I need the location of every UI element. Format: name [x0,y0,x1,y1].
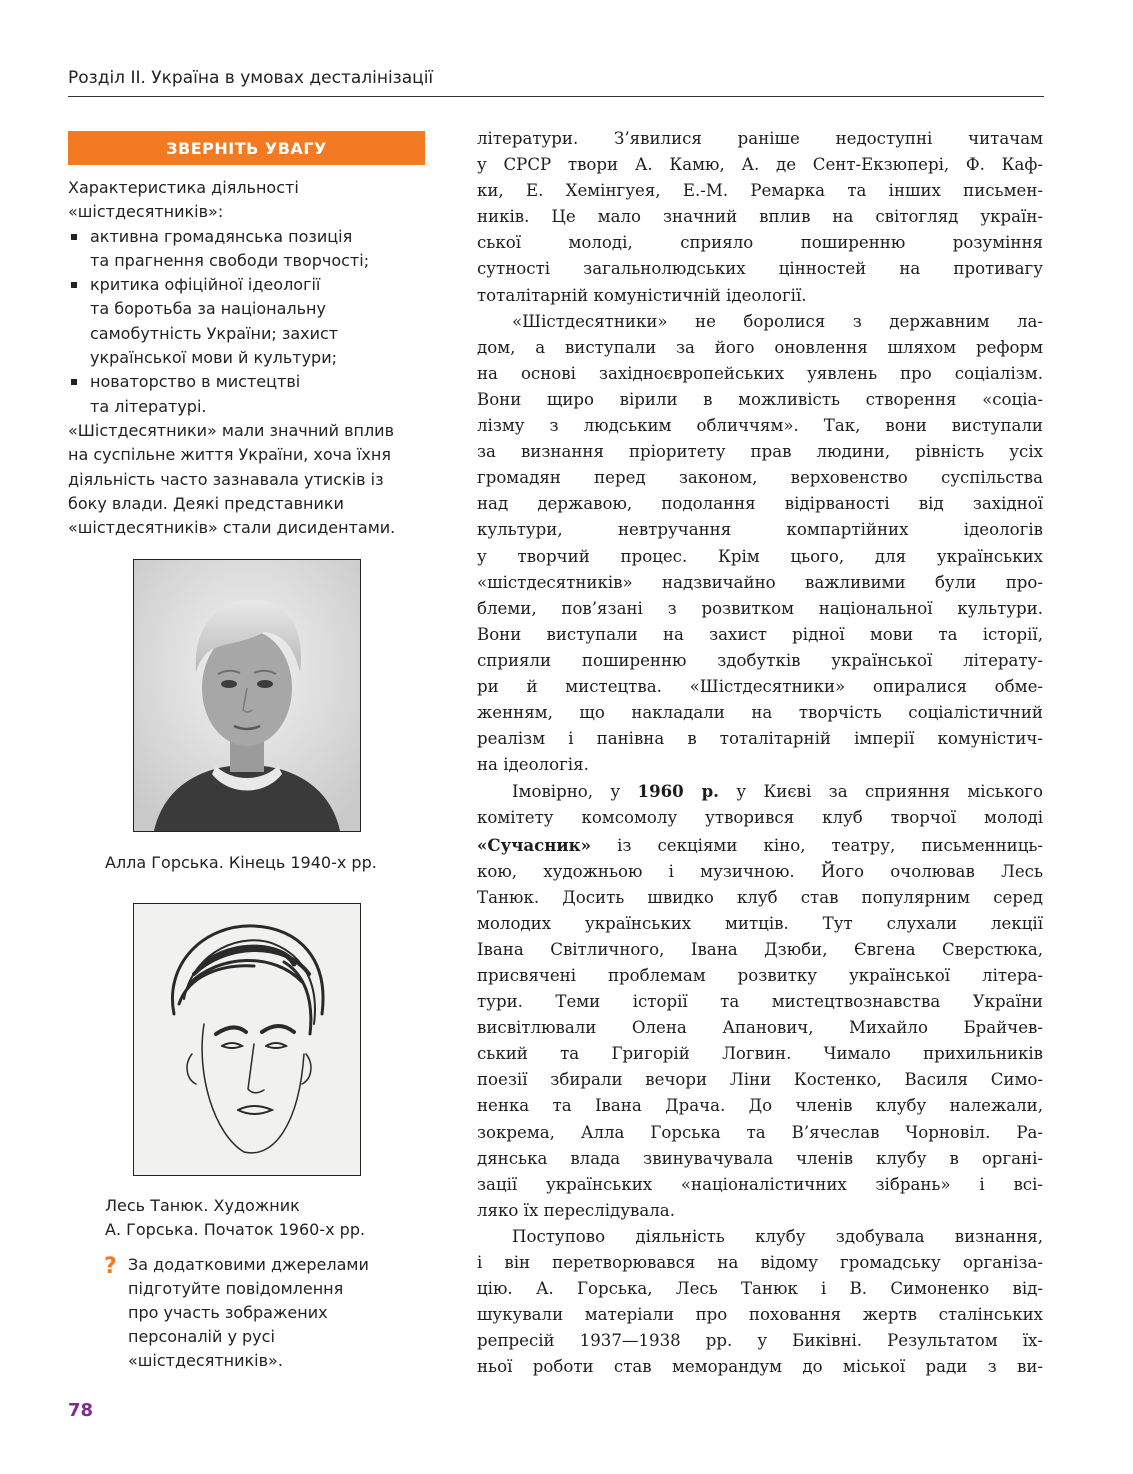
text-line: висвітлювали Олена Апанович, Михайло Брайчев- [477,1018,1043,1038]
text-line: ський та Григорій Логвин. Чимало прихильників [477,1044,1043,1064]
text-line: реалізм і панівна в тоталітарній імперії комуністич- [477,729,1043,749]
text-line: «шістдесятників»: [68,202,224,222]
text-line: молодих українських митців. Тут слухали лекції [477,913,1043,933]
list-item [68,370,418,419]
page-number: 78 [68,1400,94,1421]
text-line: Вони щиро вірили в можливість створення «соціа- [477,389,1043,409]
task-line: За додатковими джерелами [128,1255,369,1274]
text-line: на ідеологія. [477,755,589,775]
text-line: тури. Теми історії та мистецтвознавства України [477,992,1043,1012]
text-line: ської молоді, сприяло поширенню розуміння [477,233,1043,253]
text-line: комітету комсомолу утворився клуб творчої молоді [477,808,1043,828]
portrait-photo-alla-horska [133,559,361,832]
text-line [477,832,1043,859]
running-header: Розділ ІІ. Україна в умовах десталінізації [68,68,434,88]
text-line: «Шістдесятники» не боролися з державним ла- [512,311,1043,331]
paragraph-2 [477,309,1043,779]
text-line: сутності загальнолюдських цінностей на противагу [477,259,1043,279]
text-line: шукували матеріали про поховання жертв сталінських [477,1305,1043,1325]
task-line: «шістдесятників». [128,1351,283,1370]
text-line: ляко їх переслідувала. [477,1200,675,1220]
text-line: самобутність України; захист [90,323,339,343]
text-line: «шістдесятників» стали дисидентами. [68,518,396,538]
text-line: ри й мистецтва. «Шістдесятники» опиралися обме- [477,676,1043,696]
header-rule [68,96,1044,97]
text-line: діяльність часто зазнавала утисків із [68,469,384,489]
text-run: у Києві за сприяння міського [718,782,1043,802]
notice-intro [68,176,418,225]
notice-list [68,225,418,419]
text-line: боку влади. Деякі представники [68,493,344,513]
text-line [477,778,1043,805]
text-line: у СРСР твори А. Камю, А. де Сент-Екзюпері, Ф. Каф- [477,155,1043,175]
text-line: Івана Світличного, Івана Дзюби, Євгена Сверстюка, [477,939,1043,959]
text-line: ненка та Івана Драча. До членів клубу належали, [477,1096,1043,1116]
portrait-image [134,560,360,831]
text-run: Імовірно, у [512,782,638,802]
notice-summary [68,419,418,540]
task-line: про участь зображених [128,1303,328,1322]
notice-text [68,176,418,540]
caption-line: А. Горська. Початок 1960-х рр. [105,1220,366,1239]
task-line: персоналій у русі [128,1327,275,1346]
text-line: у творчий процес. Крім цього, для українських [477,546,1043,566]
text-line: культури, невтручання компартійних ідеологів [477,520,1043,540]
text-line: літератури. З’явилися раніше недоступні читачам [477,129,1043,148]
text-line: новаторство в мистецтві [90,372,301,392]
paragraph-3 [477,778,1043,1224]
text-line: Танюк. Досить швидко клуб став популярним серед [477,887,1043,907]
text-line: на суспільне життя України, хоча їхня [68,445,391,465]
photo-caption-1: Алла Горська. Кінець 1940-х рр. [105,853,377,872]
text-line: за визнання пріоритету прав людини, рівність усіх [477,442,1043,462]
text-line: та літературі. [90,396,207,416]
sketch-portrait-les-taniuk [133,903,361,1176]
text-line: зокрема, Алла Горська та В’ячеслав Чорновіл. Ра- [477,1122,1043,1142]
text-line: дом, а виступали за його оновлення шляхом реформ [477,337,1043,357]
text-line: активна громадянська позиція [90,226,353,246]
text-line: ньої роботи став меморандум до міської ради з ви- [477,1357,1043,1377]
photo-caption-2 [105,1194,435,1242]
question-icon: ? [104,1254,117,1279]
caption-line: Лесь Танюк. Художник [105,1196,300,1215]
text-run: із секціями кіно, театру, письменниць- [591,835,1043,855]
text-line: зації українських «націоналістичних зібрань» і всі- [477,1174,1043,1194]
text-line: дянська влада звинувачувала членів клубу в органі- [477,1148,1043,1168]
text-line: ників. Це мало значний вплив на світогляд україн- [477,207,1043,227]
task-text [128,1253,428,1373]
text-line: женням, що накладали на творчість соціалістичний [477,703,1043,723]
bold-year: 1960 р. [637,781,719,802]
text-line: громадян перед законом, верховенство суспільства [477,468,1043,488]
text-line: «Шістдесятники» мали значний вплив [68,420,395,440]
text-line: сприяли поширенню здобутків української літерату- [477,650,1043,670]
text-line: присвячені проблемам розвитку української літера- [477,966,1043,985]
text-line: Вони виступали на захист рідної мови та історії, [477,624,1043,644]
text-line: блеми, пов’язані з розвитком національної культури. [477,598,1043,618]
text-line: цію. А. Горська, Лесь Танюк і В. Симоненко від- [477,1279,1043,1299]
text-line: і він перетворювався на відому громадську організа- [477,1253,1043,1273]
paragraph-1 [477,126,1043,309]
bold-club-name: «Сучасник» [477,834,592,855]
text-line: критика офіційної ідеології [90,275,321,295]
main-text-column [477,126,1043,1381]
task-line: підготуйте повідомлення [128,1279,344,1298]
sketch-image [134,904,360,1175]
text-line: ки, Е. Хемінгуея, Е.-М. Ремарка та інших письмен- [477,181,1043,201]
text-line: «шістдесятників» надзвичайно важливими були про- [477,572,1043,592]
text-line: української мови й культури; [90,348,337,368]
text-line: лізму з людським обличчям». Так, вони виступали [477,416,1043,436]
notice-banner: ЗВЕРНІТЬ УВАГУ [68,131,425,165]
text-line: Поступово діяльність клубу здобувала визнання, [512,1226,1043,1246]
paragraph-4 [477,1224,1043,1381]
list-item [68,225,418,274]
text-line: поезії збирали вечори Ліни Костенко, Василя Симо- [477,1070,1043,1090]
text-line: тоталітарній комуністичній ідеології. [477,285,807,305]
list-item [68,273,418,370]
text-line: кою, художньою і музичною. Його очолював Лесь [477,861,1043,881]
text-line: та прагнення свободи творчості; [90,250,370,270]
text-line: на основі західноєвропейських уявлень про соціалізм. [477,363,1043,383]
text-line: та боротьба за національну [90,299,326,319]
text-line: репресій 1937—1938 рр. у Биківні. Результатом їх- [477,1331,1043,1351]
text-line: Характеристика діяльності [68,178,299,197]
text-line: над державою, подолання відірваності від західної [477,494,1043,514]
